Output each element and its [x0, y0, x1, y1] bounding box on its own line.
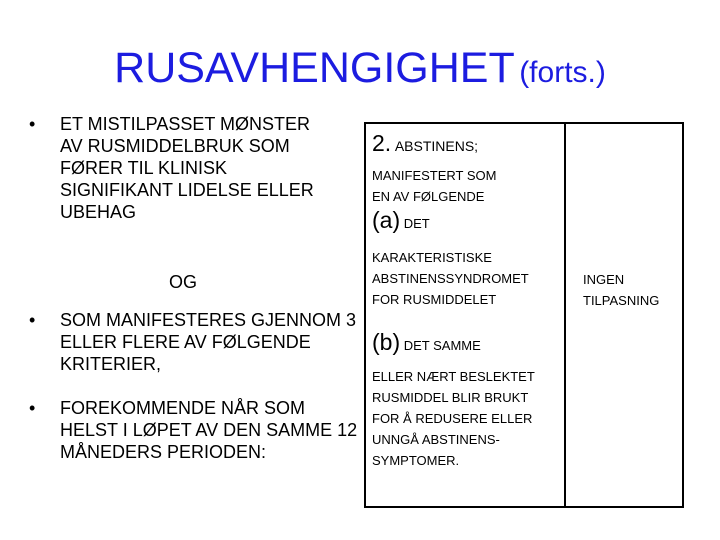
bullet-text-3: FOREKOMMENDE NÅR SOM HELST I LØPET AV DEN SAMME 12 MÅNEDERS PERIODEN: — [60, 398, 358, 462]
sub-a-line-3: FOR RUSMIDDELET — [372, 292, 497, 307]
sub-b-first: DET SAMME — [403, 338, 481, 353]
bullet-item-3 — [29, 397, 363, 463]
connector-og: OG — [169, 272, 198, 292]
sub-a-text — [372, 247, 529, 310]
sub-b-line-5: SYMPTOMER. — [372, 453, 460, 468]
slide-title — [0, 44, 720, 93]
criterion-intro — [372, 165, 496, 207]
sub-a-label: (a) — [372, 207, 401, 233]
bullet-dot: • — [29, 398, 36, 418]
bullet-item-1 — [29, 113, 333, 223]
bullet-dot: • — [29, 310, 36, 330]
sub-a-first: DET — [403, 216, 430, 231]
title-main: RUSAVHENGIGHET — [114, 44, 515, 92]
criterion-number: 2. — [372, 130, 392, 156]
bullet-dot: • — [29, 114, 36, 134]
sub-a-line-2: ABSTINENSSYNDROMET — [372, 271, 529, 286]
criterion-title: ABSTINENS; — [394, 138, 479, 154]
sub-a-heading — [372, 207, 430, 234]
sub-b-line-4: UNNGÅ ABSTINENS- — [372, 432, 500, 447]
sub-b-line-3: FOR Å REDUSERE ELLER — [372, 411, 533, 426]
sub-b-label: (b) — [372, 329, 401, 355]
criterion-heading — [372, 130, 479, 157]
bullet-text-1: ET MISTILPASSET MØNSTER AV RUSMIDDELBRUK SOM FØRER TIL KLINISK SIGNIFIKANT LIDELSE ELLER UBEHAG — [60, 114, 314, 222]
sub-b-heading — [372, 329, 481, 356]
title-sub: (forts.) — [519, 56, 606, 89]
bullet-item-2 — [29, 309, 363, 375]
sub-b-line-1: ELLER NÆRT BESLEKTET — [372, 369, 535, 384]
sub-b-line-2: RUSMIDDEL BLIR BRUKT — [372, 390, 529, 405]
note-line-1: INGEN — [583, 272, 625, 287]
bullet-text-2: SOM MANIFESTERES GJENNOM 3 ELLER FLERE AV FØLGENDE KRITERIER, — [60, 310, 357, 374]
sub-a-line-1: KARAKTERISTISKE — [372, 250, 492, 265]
box-divider — [564, 122, 566, 508]
sub-b-text — [372, 366, 535, 471]
note-line-2: TILPASNING — [583, 293, 660, 308]
no-adaptation-note — [583, 269, 659, 311]
intro-line-1: MANIFESTERT SOM — [372, 168, 497, 183]
intro-line-2: EN AV FØLGENDE — [372, 189, 485, 204]
